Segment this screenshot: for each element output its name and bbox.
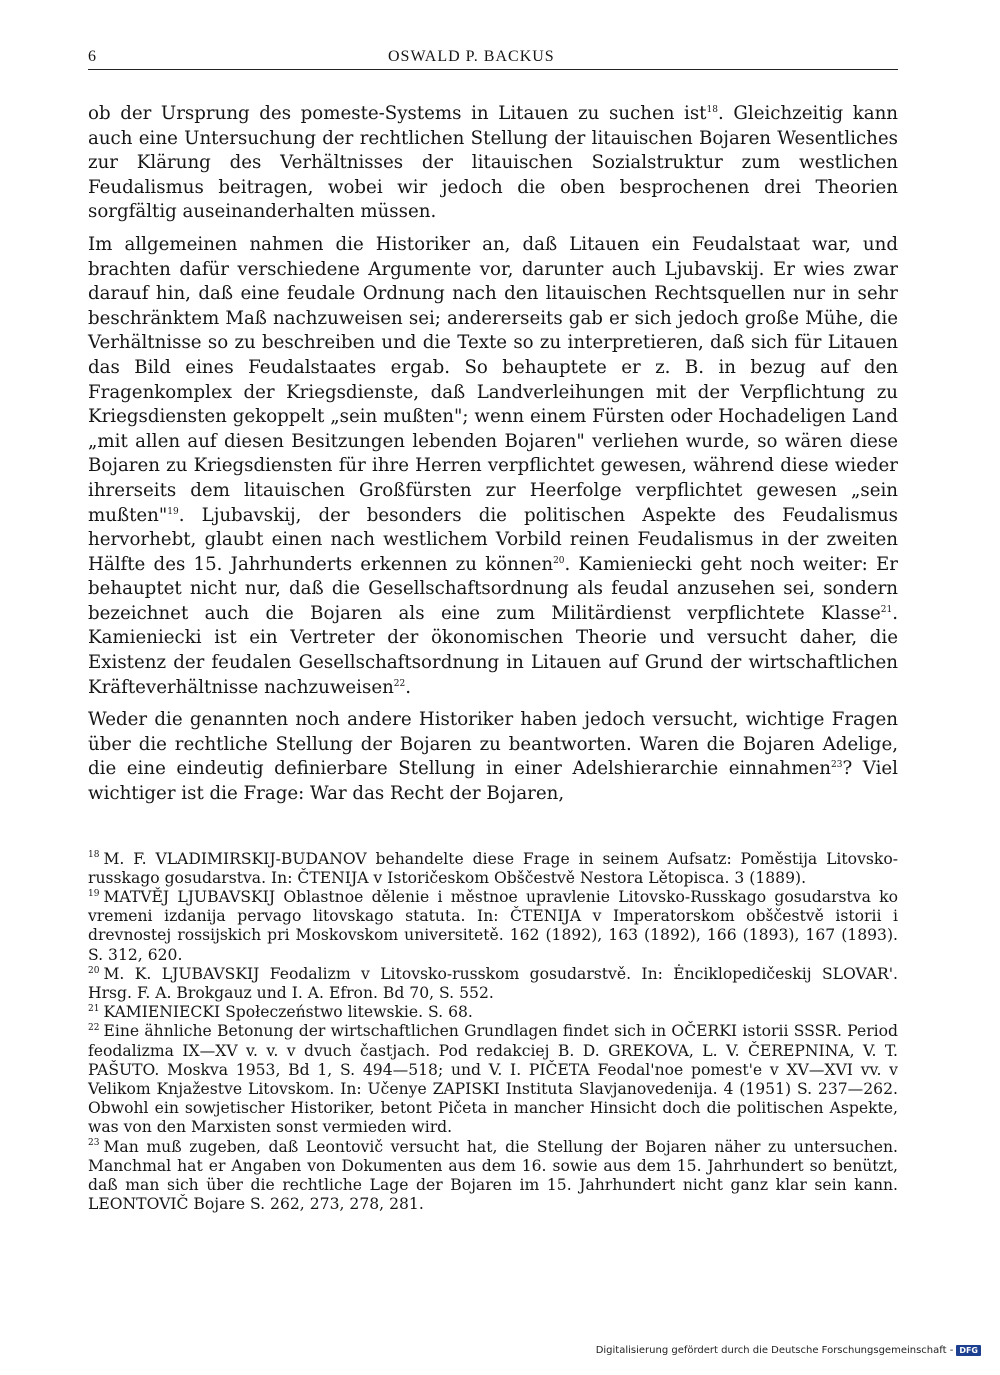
footer-text: Digitalisierung gefördert durch die Deutsche Forschungsgemeinschaft - bbox=[595, 1345, 954, 1356]
digitization-footer bbox=[596, 1345, 981, 1356]
footnote-18: $^{18}$ M. F. VLADIMIRSKIJ-BUDANOV behandelte diese Frage in seinem Aufsatz: Poměstija Litovsko-russkago gosudarstva. In: ČTENIJA v Istoričeskom Obščestvě Nestora Lětopisca. 3 (1889). bbox=[88, 849, 898, 887]
footnote-21: $^{21}$ KAMIENIECKI Społeczeństwo litewskie. S. 68. bbox=[88, 1003, 473, 1022]
dfg-logo-icon[interactable]: DFG bbox=[956, 1345, 981, 1356]
footnote-ref-22[interactable]: 22 bbox=[393, 678, 406, 689]
paragraph-2: Im allgemeinen nahmen die Historiker an, daß Litauen ein Feudalstaat war, und brachten dafür verschiedene Argumente vor, darunter auch Ljubavskij. Er wies zwar darauf hin, daß eine feudale Ordnung nach den litauischen Rechtsquellen nur in sehr beschränktem Maß nachzuweisen sei; andererseits gab er sich jedoch große Mühe, die Verhältnisse so zu beschreiben und die Texte so zu interpretieren, daß sich für Litauen das Bild eines Feudalstaates ergab. So behauptete er z. B. in bezug auf den Fragenkomplex der Kriegsdienste, daß Landverleihungen mit der Verpflichtung zu Kriegsdiensten gekoppelt „sein mußten"; wenn einem Fürsten oder Hochadeligen Land „mit allen auf diesen Besitzungen lebenden Bojaren" verliehen wurde, so wären diese Bojaren zu Kriegsdiensten für ihre Herren verpflichtet gewesen, während diese wieder ihrerseits dem litauischen Großfürsten zur Heerfolge verpflichtet gewesen „sein mußten"$^{19}$. Ljubavskij, der besonders die politischen Aspekte des Feudalismus hervorhebt, glaubt einen nach westlichem Vorbild reinen Feudalismus in der zweiten Hälfte des 15. Jahrhunderts erkennen zu können$^{20}$. Kamieniecki geht noch weiter: Er behauptet nicht nur, daß die Gesellschaftsordnung als feudal anzusehen sei, sondern bezeichnet auch die Bojaren als eine zum Militärdienst verpflichtete Klasse$^{21}$. Kamieniecki ist ein Vertreter der ökonomischen Theorie und versucht daher, die Existenz der feudalen Gesellschaftsordnung in Litauen auf Grund der wirtschaftlichen Kräfteverhältnisse nachzuweisen$^{22}$. bbox=[88, 233, 899, 698]
footnote-22: $^{22}$ Eine ähnliche Betonung der wirtschaftlichen Grundlagen findet sich in OČERKI istorii SSSR. Period feodalizma IX—XV v. v. v dvuch častjach. Pod redakciej B. D. GREKOVA, L. V. ČEREPNINA, V. T. PAŠUTO. Moskva 1953, Bd 1, S. 494—518; und V. I. PIČETA Feodal'noe pomest'e v XV—XVI vv. v Velikom Knjažestve Litovskom. In: Učenye ZAPISKI Instituta Slavjanovedenija. 4 (1951) S. 237—262. Obwohl ein sowjetischer Historiker, betont Pičeta in mancher Hinsicht doch die politischen Aspekte, was von den Marxisten sonst vermieden wird. bbox=[88, 1022, 898, 1137]
footnote-23: $^{23}$ Man muß zugeben, daß Leontovič versucht hat, die Stellung der Bojaren näher zu untersuchen. Manchmal hat er Angaben von Dokumenten aus dem 16. sowie aus dem 15. Jahrhundert so benützt, daß man sich über die rechtliche Lage der Bojaren im 15. Jahrhundert nicht ganz klar sein kann. LEONTOVIČ Bojare S. 262, 273, 278, 281. bbox=[88, 1137, 898, 1214]
document-page bbox=[88, 48, 898, 1214]
footnote-ref-20[interactable]: 20 bbox=[553, 555, 565, 566]
footnote-20: $^{20}$ M. K. LJUBAVSKIJ Feodalizm v Litovsko-russkom gosudarstvě. In: Ėnciklopedičeskij SLOVAR'. Hrsg. F. A. Brokgauz und I. A. Efron. Bd 70, S. 552. bbox=[88, 964, 898, 1003]
paragraph-3: Weder die genannten noch andere Historiker haben jedoch versucht, wichtige Fragen über die rechtliche Stellung der Bojaren zu beantworten. Waren die Bojaren Adelige, die eine eindeutig definierbare Stellung in einer Adelshierarchie einnahmen$^{23}$? Viel wichtiger ist die Frage: War das Recht der Bojaren, bbox=[88, 709, 898, 805]
footnote-ref-21[interactable]: 21 bbox=[880, 604, 893, 615]
body-text bbox=[88, 102, 898, 807]
paragraph-1: ob der Ursprung des pomeste-Systems in Litauen zu suchen ist$^{18}$. Gleichzeitig kann auch eine Untersuchung der rechtlichen Stellung der litauischen Bojaren Wesentliches zur Klärung des Verhältnisses der litauischen Sozialstruktur zum westlichen Feudalismus beitragen, wobei wir jedoch die oben besprochenen drei Theorien sorgfältig auseinanderhalten müssen. bbox=[88, 103, 898, 223]
footnote-ref-18[interactable]: 18 bbox=[706, 104, 718, 115]
footnote-19: $^{19}$ MATVĚJ LJUBAVSKIJ Oblastnoe dělenie i městnoe upravlenie Litovsko-Russkago gosudarstva ko vremeni izdanija pervago litovskago statuta. In: ČTENIJA v Imperatorskom obščestvě istorii i drevnostej rossijskich pri Moskovskom universitetě. 162 (1892), 163 (1892), 166 (1893), 167 (1893). S. 312, 620. bbox=[88, 888, 898, 964]
footnote-ref-19[interactable]: 19 bbox=[167, 506, 179, 517]
running-header bbox=[88, 48, 898, 70]
page-number: 6 bbox=[88, 48, 97, 65]
running-head-author: OSWALD P. BACKUS bbox=[388, 48, 555, 65]
footnote-ref-23[interactable]: 23 bbox=[831, 760, 843, 771]
footnotes-section bbox=[88, 850, 898, 1215]
